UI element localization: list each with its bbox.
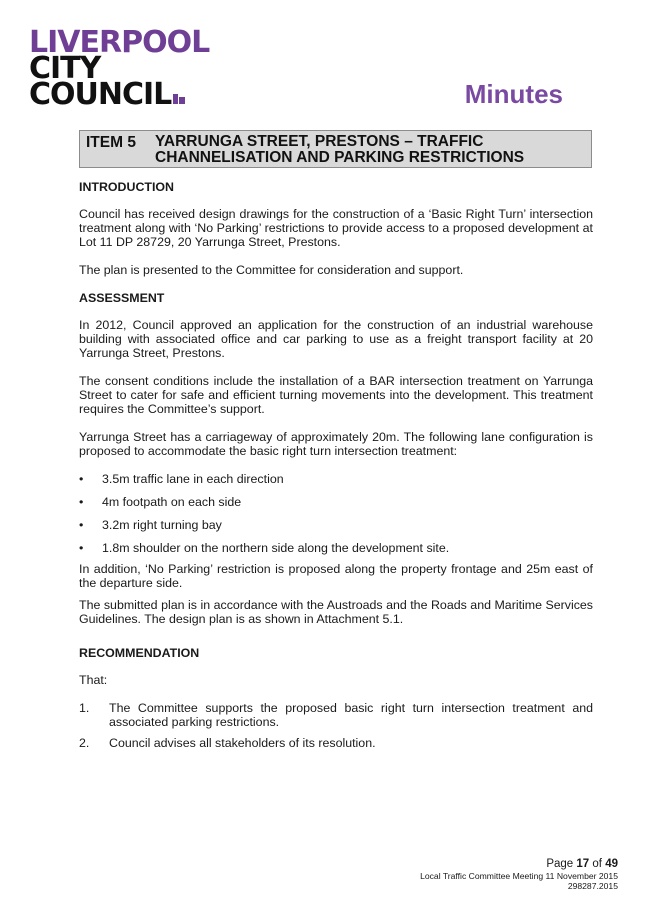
list-item	[79, 518, 593, 532]
meeting-name: Local Traffic Committee Meeting 11 November 2015	[420, 871, 618, 881]
item-heading-box	[79, 130, 592, 168]
introduction-paragraph-1: Council has received design drawings for the construction of a ‘Basic Right Turn’ intersection treatment along with ‘No Parking’ restrictions to provide access to a proposed development at Lot 11 DP 28729, 20 Yarrunga Street, Prestons.	[79, 207, 593, 249]
logo-line-3-text: COUNCIL	[29, 77, 172, 112]
lane-configuration-list	[79, 472, 593, 555]
list-item-text: 1.8m shoulder on the northern side along the development site.	[102, 541, 450, 555]
logo-mark-icon	[173, 94, 185, 104]
logo-line-2: CITY	[29, 51, 101, 86]
page-of: of	[592, 858, 602, 870]
list-item-text: 4m footpath on each side	[102, 495, 242, 509]
council-logo	[29, 25, 210, 112]
list-item	[79, 495, 593, 509]
list-item	[79, 736, 593, 750]
introduction-paragraph-2: The plan is presented to the Committee for consideration and support.	[79, 263, 464, 277]
assessment-paragraph-4: In addition, ‘No Parking’ restriction is proposed along the property frontage and 25m east of the departure side.	[79, 562, 593, 590]
introduction-heading: INTRODUCTION	[79, 180, 174, 194]
item-number: ITEM 5	[86, 134, 136, 151]
bullet-icon: •	[79, 541, 84, 555]
list-item	[79, 472, 593, 486]
list-item-text: Council advises all stakeholders of its resolution.	[109, 736, 376, 750]
list-item-text: 3.2m right turning bay	[102, 518, 222, 532]
page-current: 17	[576, 858, 590, 870]
assessment-paragraph-2: The consent conditions include the installation of a BAR intersection treatment on Yarrunga Street to cater for safe and efficient turning movements into the development. This treatment requires the Committee’s support.	[79, 374, 593, 416]
assessment-paragraph-5: The submitted plan is in accordance with the Austroads and the Roads and Maritime Services Guidelines. The design plan is as shown in Attachment 5.1.	[79, 598, 593, 626]
bullet-icon: •	[79, 518, 84, 532]
document-type-title: Minutes	[464, 79, 563, 109]
list-item	[79, 701, 593, 729]
bullet-icon: •	[79, 472, 84, 486]
document-reference: 298287.2015	[567, 881, 618, 891]
assessment-paragraph-1: In 2012, Council approved an application for the construction of an industrial warehouse building with associated office and car parking to use as a freight transport facility at 20 Yarrunga Street, Prestons.	[79, 318, 593, 360]
page-footer	[420, 858, 618, 891]
document-body	[79, 180, 593, 757]
page-label: Page	[546, 858, 574, 870]
list-number: 1.	[79, 701, 90, 715]
page-total: 49	[605, 858, 618, 870]
assessment-heading: ASSESSMENT	[79, 291, 165, 305]
recommendation-intro: That:	[79, 673, 108, 687]
bullet-icon: •	[79, 495, 84, 509]
list-item	[79, 541, 593, 555]
assessment-paragraph-3: Yarrunga Street has a carriageway of approximately 20m. The following lane configuration is proposed to accommodate the basic right turn intersection treatment:	[79, 430, 593, 458]
recommendation-list	[79, 701, 593, 750]
list-number: 2.	[79, 736, 90, 750]
page-number	[420, 858, 618, 871]
logo-line-3	[29, 77, 209, 112]
list-item-text: 3.5m traffic lane in each direction	[102, 472, 284, 486]
list-item-text: The Committee supports the proposed basic right turn intersection treatment and associated parking restrictions.	[109, 701, 593, 729]
recommendation-heading: RECOMMENDATION	[79, 646, 200, 660]
item-title: YARRUNGA STREET, PRESTONS – TRAFFIC CHANNELISATION AND PARKING RESTRICTIONS	[155, 133, 525, 166]
logo-line-1: LIVERPOOL	[29, 25, 210, 60]
